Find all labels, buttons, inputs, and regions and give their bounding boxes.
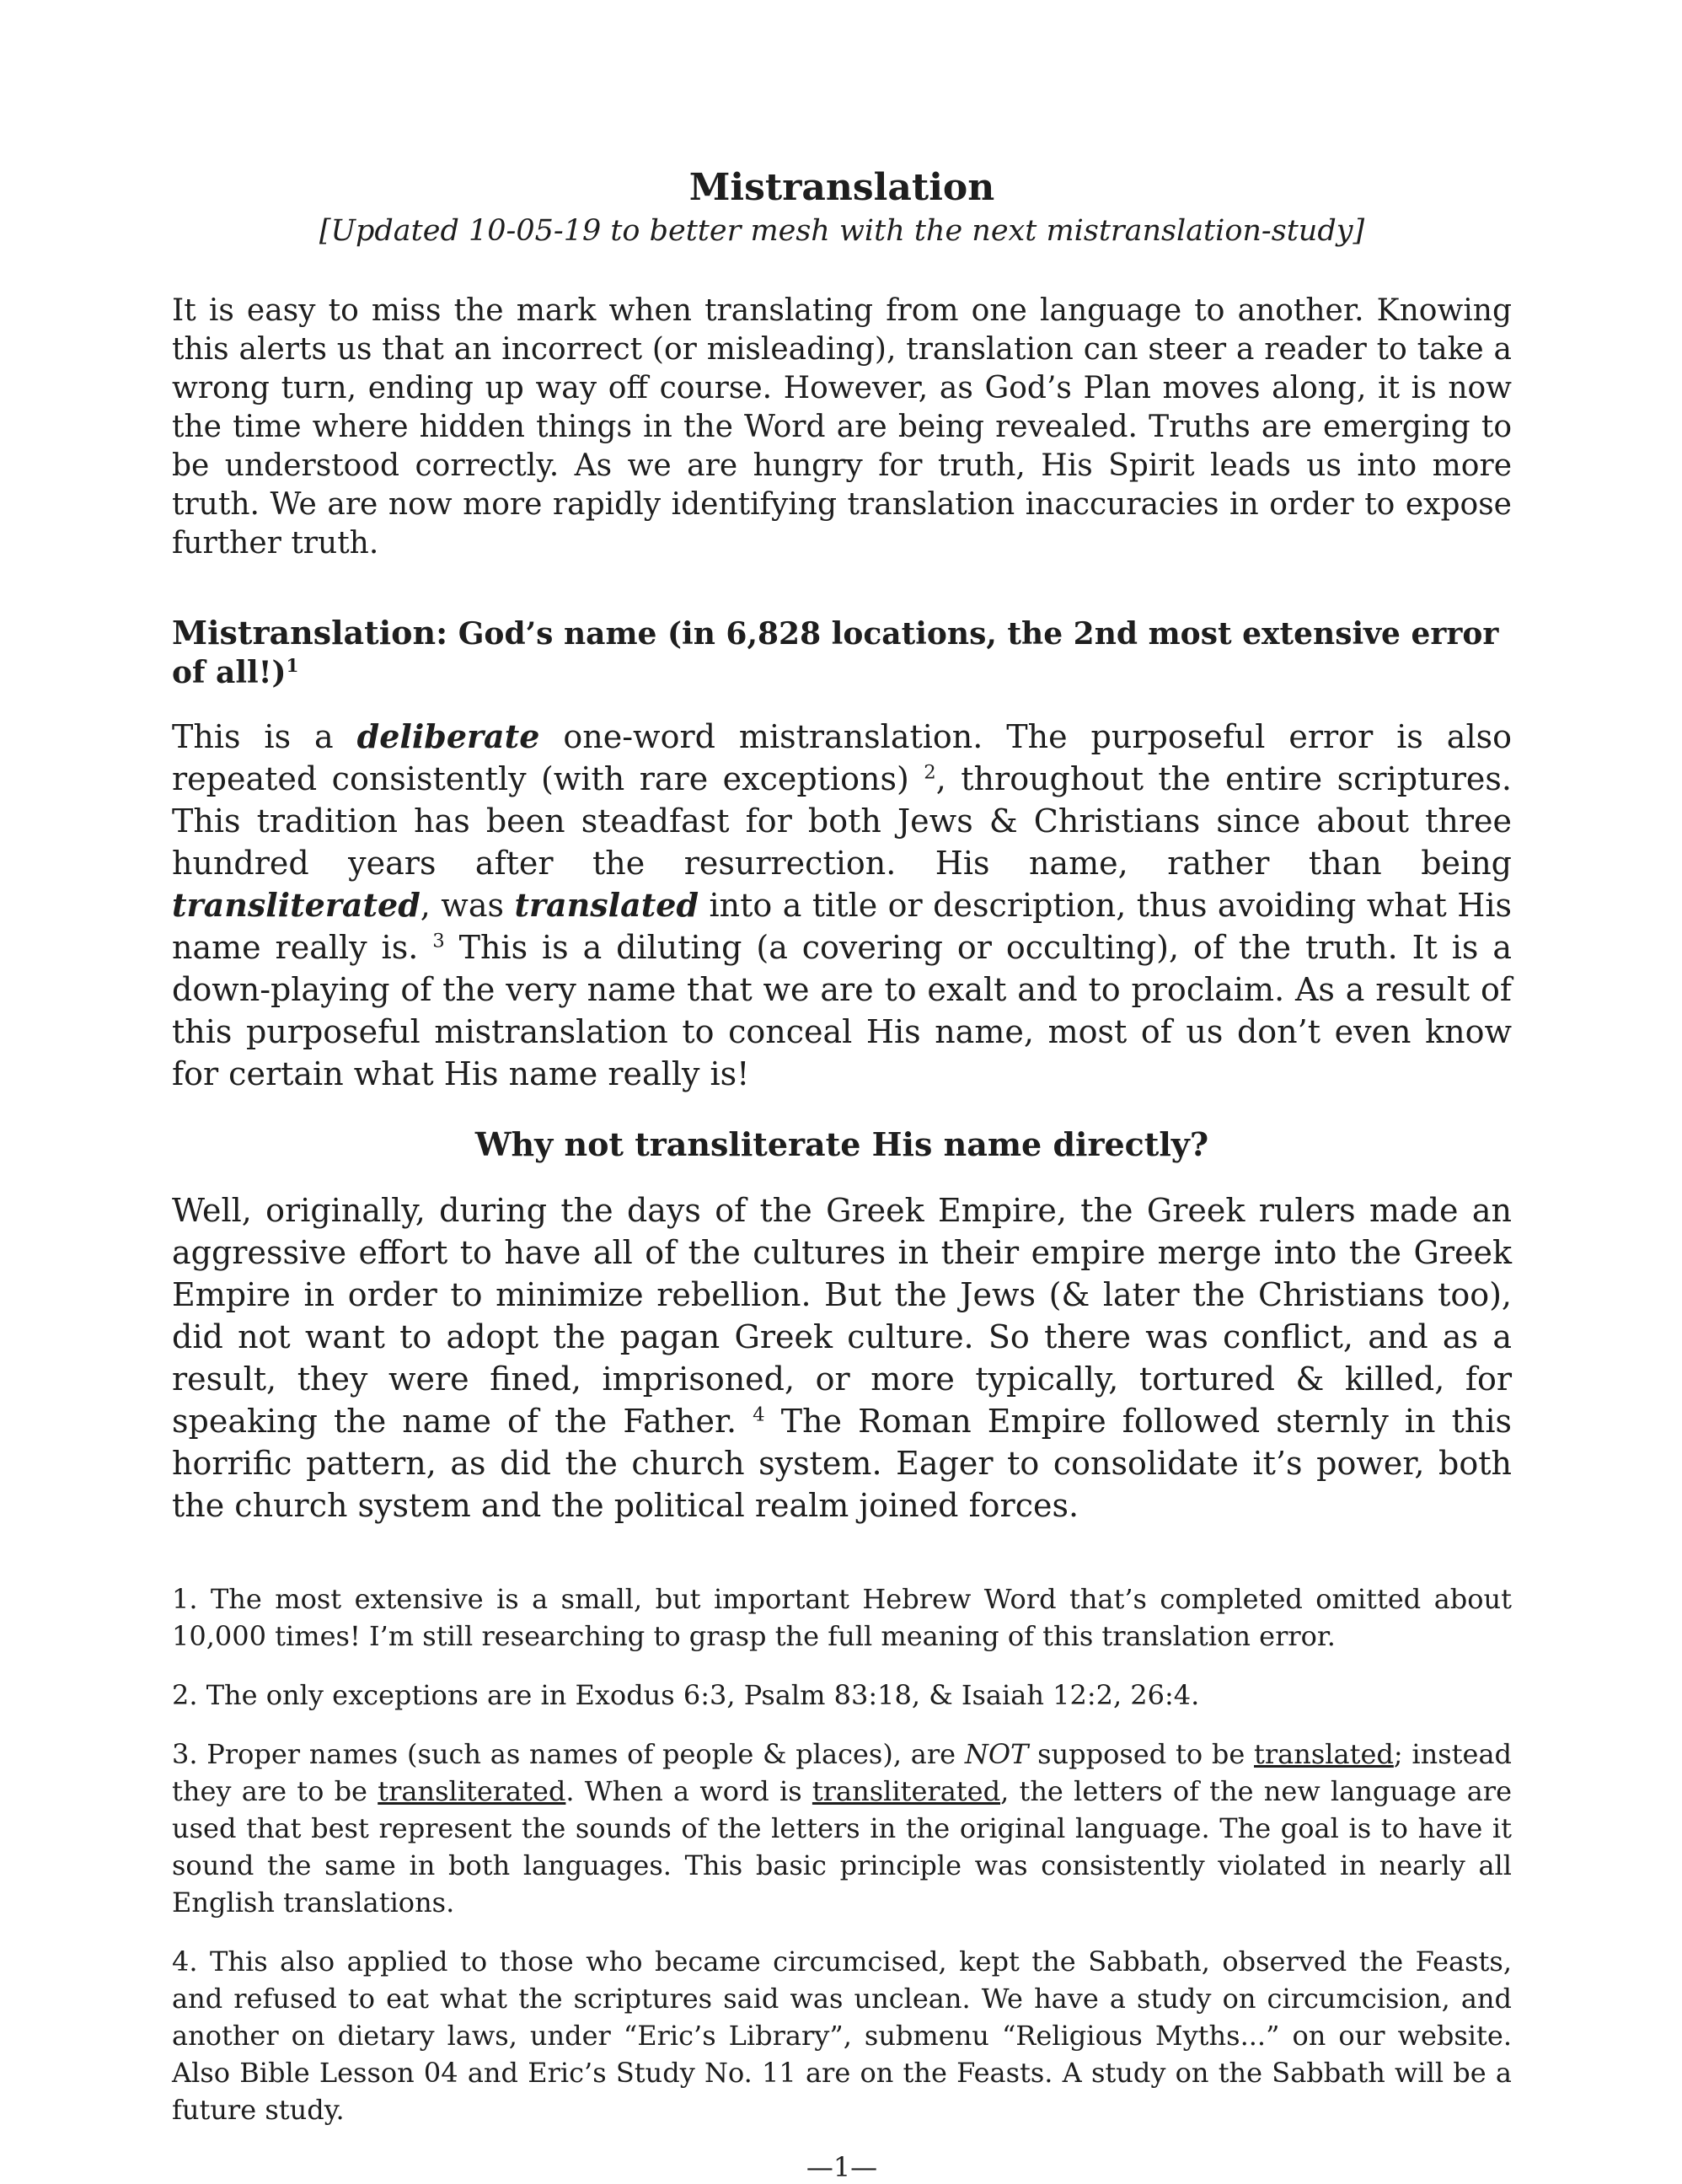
emphasis-transliterated: transliterated xyxy=(172,886,420,924)
section-heading-gods-name xyxy=(172,614,1512,692)
text-run: The Roman Empire followed sternly in this horrific pattern, as did the church system. Eager to consolidate it’s power, both the church system and the political realm joined forces. xyxy=(172,1403,1512,1524)
page-number: —1— xyxy=(806,2151,878,2183)
footnote-4: 4. This also applied to those who became circumcised, kept the Sabbath, observed the Feasts, and refused to eat what the scriptures said was unclean. We have a study on circumcision, and another on dietary laws, under “Eric’s Library”, submenu “Religious Myths...” on our website. Also Bible Lesson 04 and Eric’s Study No. 11 are on the Feasts. A study on the Sabbath will be a future study. xyxy=(172,1945,1512,2126)
section-heading-why-not: Why not transliterate His name directly? xyxy=(474,1125,1209,1163)
footnote-3 xyxy=(172,1736,1512,1921)
section-heading-text: God’s name (in 6,828 locations, the 2nd most extensive error of all!) xyxy=(172,616,1499,690)
footnote-1: 1. The most extensive is a small, but important Hebrew Word that’s completed omitted about 10,000 times! I’m still researching to grasp the full meaning of this translation error. xyxy=(172,1583,1512,1652)
intro-paragraph: It is easy to miss the mark when translating from one language to another. Knowing this alerts us that an incorrect (or misleading), translation can steer a reader to take a wrong turn, ending up way off course. However, as God’s Plan moves along, it is now the time where hidden things in the Word are being revealed. Truths are emerging to be understood correctly. As we are hungry for truth, His Spirit leads us into more truth. We are now more rapidly identifying translation inaccuracies in order to expose further truth. xyxy=(172,293,1512,561)
footnote-ref-3: 3 xyxy=(432,930,445,952)
underlined-translated: translated xyxy=(1254,1738,1394,1770)
underlined-transliterated: transliterated xyxy=(378,1775,566,1807)
document-page xyxy=(172,167,1512,2184)
emphasis-deliberate: deliberate xyxy=(356,717,540,755)
footnote-2: 2. The only exceptions are in Exodus 6:3, Psalm 83:18, & Isaiah 12:2, 26:4. xyxy=(172,1679,1200,1711)
emphasis-not: NOT xyxy=(964,1738,1029,1770)
gods-name-paragraph xyxy=(172,716,1512,1095)
footnote-ref-4: 4 xyxy=(753,1403,765,1426)
why-not-paragraph xyxy=(172,1189,1512,1527)
text-run: ; instead they are to be xyxy=(172,1738,1513,1807)
text-run: . When a word is xyxy=(565,1775,812,1807)
text-run: supposed to be xyxy=(1028,1738,1255,1770)
page-title: Mistranslation xyxy=(688,166,995,209)
emphasis-translated: translated xyxy=(514,886,699,924)
text-run: This is a diluting (a covering or occulting), of the truth. It is a down-playing of the very name that we are to exalt and to proclaim. As a result of this purposeful mistranslation to conceal His name, most of us don’t even know for certain what His name really is! xyxy=(172,929,1512,1092)
footnotes xyxy=(172,1580,1512,2128)
text-run: Well, originally, during the days of the Greek Empire, the Greek rulers made an aggressive effort to have all of the cultures in their empire merge into the Greek Empire in order to minimize rebellion. But the Jews (& later the Christians too), did not want to adopt the pagan Greek culture. So there was conflict, and as a result, they were fined, imprisoned, or more typically, tortured & killed, for speaking the name of the Father. xyxy=(172,1192,1512,1440)
text-run: into a title or description, thus avoiding what His name really is. xyxy=(172,887,1512,966)
text-run: , the letters of the new language are used that best represent the sounds of the letters in the original language. The goal is to have it sound the same in both languages. This basic principle was consistently violated in nearly all English translations. xyxy=(172,1775,1513,1918)
text-run: one-word mistranslation. The purposeful error is also repeated consistently (with rare exceptions) xyxy=(172,718,1512,797)
page-subtitle: [Updated 10-05-19 to better mesh with the next mistranslation-study] xyxy=(319,214,1365,248)
underlined-transliterated: transliterated xyxy=(812,1775,1001,1807)
section-heading-lead: Mistranslation: xyxy=(172,614,448,652)
footnote-ref-2: 2 xyxy=(924,761,936,784)
footnote-ref-1: 1 xyxy=(286,656,299,677)
text-run: 3. Proper names (such as names of people & places), are xyxy=(172,1738,965,1770)
text-run: , was xyxy=(420,887,515,924)
text-run: , throughout the entire scriptures. This tradition has been steadfast for both Jews & Christians since about three hundred years after the resurrection. His name, rather than being xyxy=(172,760,1512,882)
text-run: This is a xyxy=(172,718,357,755)
